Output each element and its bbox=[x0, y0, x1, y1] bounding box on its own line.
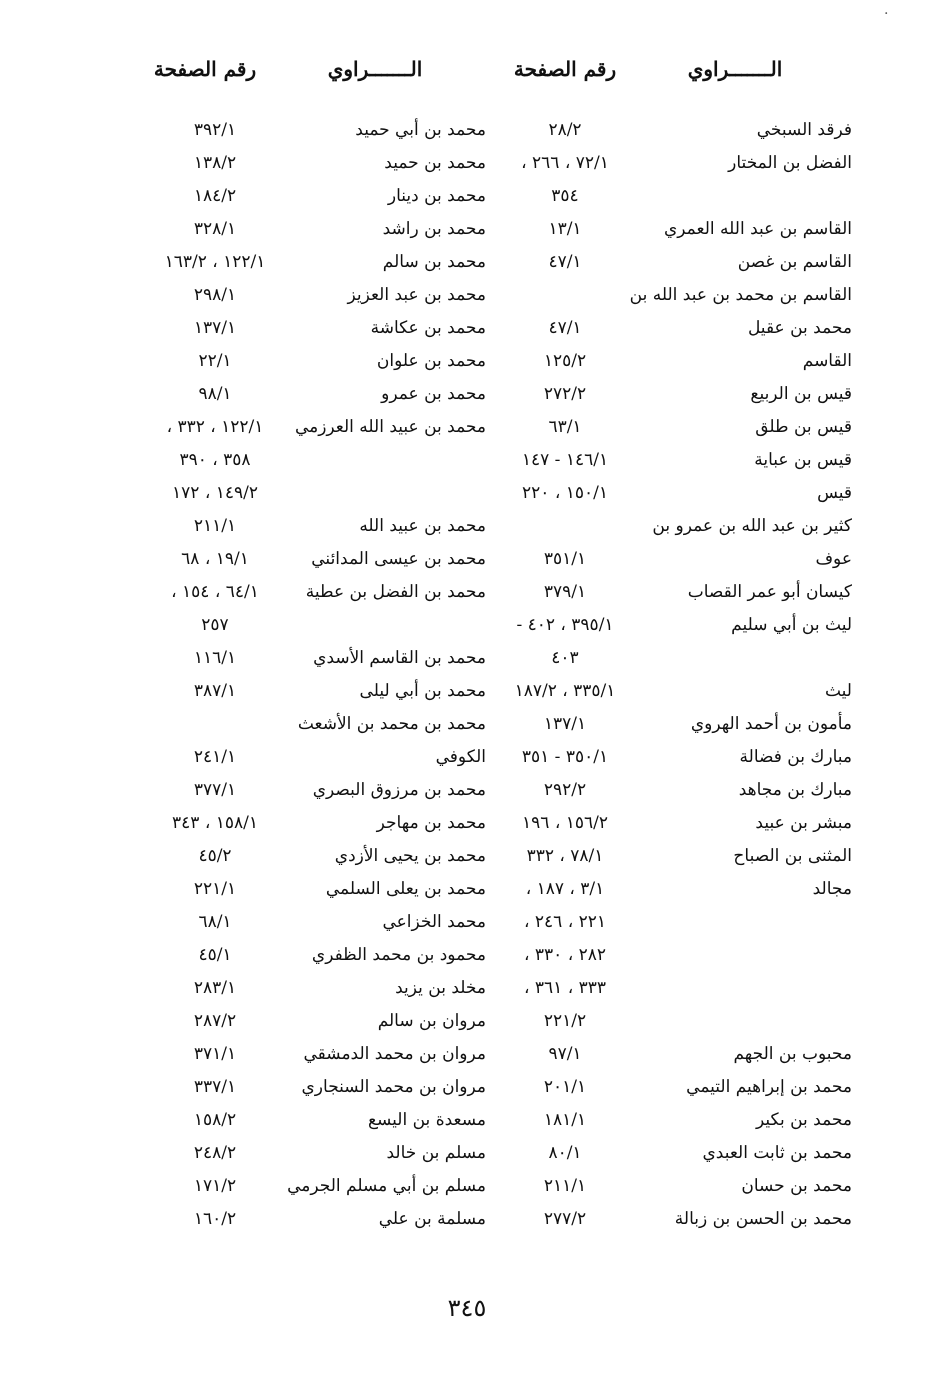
page-reference: ٣٣٥/١ ، ١٨٧/٢ bbox=[514, 681, 616, 701]
narrator-name: محمد بن الفضل بن عطية bbox=[305, 582, 486, 602]
page-reference: ١٥٨/٢ bbox=[193, 1110, 237, 1130]
narrator-name: محمد بن علوان bbox=[376, 351, 486, 371]
table-row bbox=[0, 345, 934, 378]
table-row bbox=[0, 510, 934, 543]
narrator-name: مبارك بن مجاهد bbox=[738, 780, 852, 800]
page-reference: ١٥٠/١ ، ٢٢٠ bbox=[522, 483, 608, 503]
narrator-name: محمد بن سالم bbox=[382, 252, 486, 272]
table-row bbox=[0, 840, 934, 873]
page-reference: ٢٢/١ bbox=[198, 351, 232, 371]
narrator-name: محمد بن يحيى الأزدي bbox=[334, 846, 486, 866]
table-row bbox=[0, 180, 934, 213]
narrator-name: قيس بن طلق bbox=[755, 417, 852, 437]
table-row bbox=[0, 741, 934, 774]
table-row bbox=[0, 1005, 934, 1038]
table-row bbox=[0, 279, 934, 312]
page-reference: ٣٧٧/١ bbox=[193, 780, 237, 800]
page-reference: ٢٢١ ، ٢٤٦ ، bbox=[524, 912, 606, 932]
narrator-name: الكوفي bbox=[435, 747, 486, 767]
header-page-col2: رقم الصفحة bbox=[153, 57, 257, 81]
narrator-name: محمد بن عقيل bbox=[747, 318, 852, 338]
page-reference: ٣٥٤ bbox=[551, 186, 579, 206]
table-row bbox=[0, 543, 934, 576]
table-row bbox=[0, 1038, 934, 1071]
narrator-name: محمد بن عمرو bbox=[381, 384, 486, 404]
page-reference: ١٤٦/١ - ١٤٧ bbox=[521, 450, 609, 470]
page-reference: ٦٣/١ bbox=[548, 417, 582, 437]
narrator-name: محمد بن دينار bbox=[387, 186, 486, 206]
page-reference: ٣٣٣ ، ٣٦١ ، bbox=[524, 978, 606, 998]
table-row bbox=[0, 114, 934, 147]
page-reference: ٣٥٠/١ - ٣٥١ bbox=[521, 747, 609, 767]
page-reference: ٢٢١/١ bbox=[193, 879, 237, 899]
narrator-name: محمد بن عكاشة bbox=[370, 318, 486, 338]
page-reference: ٢٨٧/٢ bbox=[193, 1011, 237, 1031]
table-row bbox=[0, 411, 934, 444]
narrator-name: مأمون بن أحمد الهروي bbox=[690, 714, 852, 734]
narrator-name: محمد بن عبد العزيز bbox=[347, 285, 486, 305]
page-reference: ٣٧١/١ bbox=[193, 1044, 237, 1064]
table-row bbox=[0, 1203, 934, 1236]
narrator-name: محمد بن مهاجر bbox=[376, 813, 486, 833]
narrator-name: فرقد السبخي bbox=[756, 120, 852, 140]
page-reference: ١٢٢/١ ، ٣٣٢ ، bbox=[166, 417, 264, 437]
page-reference: ٣٨٧/١ bbox=[193, 681, 237, 701]
page-reference: ٢١١/١ bbox=[543, 1176, 587, 1196]
narrator-name: مسلمة بن علي bbox=[378, 1209, 486, 1229]
page-number: ٣٤٥ bbox=[447, 1294, 487, 1322]
narrator-name: القاسم بن محمد بن عبد الله بن bbox=[629, 285, 852, 305]
narrator-name: محمد بن إبراهيم التيمي bbox=[686, 1077, 852, 1097]
narrator-name: القاسم bbox=[802, 351, 852, 371]
narrator-name: محمد بن ثابت العبدي bbox=[702, 1143, 852, 1163]
page-reference: ٧٨/١ ، ٣٣٢ bbox=[526, 846, 604, 866]
narrator-name: محمد بن أبي ليلى bbox=[359, 681, 486, 701]
table-row bbox=[0, 378, 934, 411]
page-reference: ١٥٨/١ ، ٣٤٣ bbox=[172, 813, 258, 833]
page-reference: ٢٠١/١ bbox=[543, 1077, 587, 1097]
narrator-name: محمد بن الحسن بن زبالة bbox=[674, 1209, 852, 1229]
page-reference: ١٢٥/٢ bbox=[543, 351, 587, 371]
page-reference: ٢٨/٢ bbox=[548, 120, 582, 140]
narrator-name: محمد بن بكير bbox=[756, 1110, 852, 1130]
narrator-name: محمد بن محمد بن الأشعث bbox=[297, 714, 486, 734]
page-reference: ١٥٦/٢ ، ١٩٦ bbox=[522, 813, 608, 833]
page-reference: ١٩/١ ، ٦٨ bbox=[181, 549, 249, 569]
page-reference: ٦٨/١ bbox=[198, 912, 232, 932]
narrator-name: محمد الخزاعي bbox=[382, 912, 486, 932]
margin-mark: . bbox=[884, 2, 889, 18]
page-reference: ١١٦/١ bbox=[193, 648, 237, 668]
narrator-name: المثنى بن الصباح bbox=[733, 846, 852, 866]
page-reference: ١٢٢/١ ، ١٦٣/٢ bbox=[164, 252, 266, 272]
page-reference: ١٣٧/١ bbox=[543, 714, 587, 734]
narrator-name: محمد بن عبيد الله العرزمي bbox=[294, 417, 486, 437]
table-row bbox=[0, 906, 934, 939]
table-row bbox=[0, 312, 934, 345]
table-row bbox=[0, 708, 934, 741]
narrator-name: ليث bbox=[824, 681, 852, 701]
narrator-name: مسعدة بن اليسع bbox=[367, 1110, 486, 1130]
page-reference: ٦٤/١ ، ١٥٤ ، bbox=[171, 582, 259, 602]
narrator-name: محمود بن محمد الظفري bbox=[311, 945, 486, 965]
narrator-name: مجالد bbox=[812, 879, 852, 899]
table-row bbox=[0, 576, 934, 609]
page-reference: ٩٨/١ bbox=[198, 384, 232, 404]
narrator-name: قيس bbox=[817, 483, 852, 503]
narrator-name: مروان بن محمد الدمشقي bbox=[303, 1044, 486, 1064]
narrator-name: القاسم بن عبد الله العمري bbox=[664, 219, 852, 239]
narrator-name: محمد بن حميد bbox=[384, 153, 486, 173]
narrator-index-table bbox=[0, 114, 934, 1236]
narrator-name: محمد بن القاسم الأسدي bbox=[313, 648, 486, 668]
page-reference: ٨٠/١ bbox=[548, 1143, 582, 1163]
page-reference: ١٧١/٢ bbox=[193, 1176, 237, 1196]
page-reference bbox=[110, 708, 320, 741]
page-reference: ٢٧٢/٢ bbox=[543, 384, 587, 404]
narrator-name: محبوب بن الجهم bbox=[733, 1044, 852, 1064]
table-row bbox=[0, 147, 934, 180]
narrator-name: محمد بن مرزوق البصري bbox=[312, 780, 486, 800]
table-row bbox=[0, 1137, 934, 1170]
narrator-name: مسلم بن أبي مسلم الجرمي bbox=[287, 1176, 486, 1196]
table-row bbox=[0, 444, 934, 477]
page-reference: ١٦٠/٢ bbox=[193, 1209, 237, 1229]
table-row bbox=[0, 675, 934, 708]
page-reference: ٣/١ ، ١٨٧ ، bbox=[525, 879, 605, 899]
table-row bbox=[0, 807, 934, 840]
narrator-name: محمد بن يعلى السلمي bbox=[325, 879, 486, 899]
page-reference: ١٣٨/٢ bbox=[193, 153, 237, 173]
page-reference bbox=[460, 279, 670, 312]
table-row bbox=[0, 1071, 934, 1104]
page-reference: ٤٥/٢ bbox=[198, 846, 232, 866]
page-reference: ٣٢٨/١ bbox=[193, 219, 237, 239]
page-reference: ١٣/١ bbox=[548, 219, 582, 239]
page-reference: ٣٩٥/١ ، ٤٠٢ - bbox=[516, 615, 614, 635]
narrator-name: محمد بن أبي حميد bbox=[355, 120, 486, 140]
page-reference: ٤٠٣ bbox=[551, 648, 579, 668]
table-row bbox=[0, 1170, 934, 1203]
page-reference: ٧٢/١ ، ٢٦٦ ، bbox=[521, 153, 609, 173]
narrator-name: عوف bbox=[815, 549, 852, 569]
page-reference: ٤٧/١ bbox=[548, 318, 582, 338]
narrator-name: ليث بن أبي سليم bbox=[731, 615, 852, 635]
narrator-name: محمد بن عيسى المدائني bbox=[311, 549, 486, 569]
narrator-name: مروان بن محمد السنجاري bbox=[301, 1077, 486, 1097]
narrator-name: كثير بن عبد الله بن عمرو بن bbox=[652, 516, 852, 536]
table-row bbox=[0, 873, 934, 906]
page-reference: ٣٥٨ ، ٣٩٠ bbox=[179, 450, 251, 470]
narrator-name: القاسم بن غصن bbox=[737, 252, 852, 272]
page-reference: ١٨٤/٢ bbox=[193, 186, 237, 206]
page-reference: ١٤٩/٢ ، ١٧٢ bbox=[172, 483, 258, 503]
table-row bbox=[0, 939, 934, 972]
page-reference: ٢٨٣/١ bbox=[193, 978, 237, 998]
page-reference: ٤٧/١ bbox=[548, 252, 582, 272]
page-reference: ٢٢١/٢ bbox=[543, 1011, 587, 1031]
table-row bbox=[0, 213, 934, 246]
table-row bbox=[0, 774, 934, 807]
page-reference: ٣٩٢/١ bbox=[193, 120, 237, 140]
table-row bbox=[0, 609, 934, 642]
narrator-name: محمد بن راشد bbox=[382, 219, 486, 239]
page-reference: ٢٩٨/١ bbox=[193, 285, 237, 305]
page-reference: ٢٤١/١ bbox=[193, 747, 237, 767]
header-narrator-col1: الـــــــراوي bbox=[687, 57, 783, 81]
narrator-name: كيسان أبو عمر القصاب bbox=[687, 582, 852, 602]
narrator-name: محمد بن عبيد الله bbox=[359, 516, 486, 536]
page-reference: ١٣٧/١ bbox=[193, 318, 237, 338]
narrator-name: مبشر بن عبيد bbox=[755, 813, 852, 833]
narrator-name: مبارك بن فضالة bbox=[739, 747, 852, 767]
narrator-name: مسلم بن خالد bbox=[386, 1143, 486, 1163]
narrator-name: محمد بن حسان bbox=[741, 1176, 852, 1196]
narrator-name: الفضل بن المختار bbox=[728, 153, 852, 173]
header-narrator-col2: الـــــــراوي bbox=[327, 57, 423, 81]
page-reference: ٣٧٩/١ bbox=[543, 582, 587, 602]
page-reference: ٢٥٧ bbox=[201, 615, 229, 635]
page-reference: ٩٧/١ bbox=[548, 1044, 582, 1064]
page-reference: ٢١١/١ bbox=[193, 516, 237, 536]
page-reference bbox=[460, 510, 670, 543]
table-row bbox=[0, 477, 934, 510]
page-reference: ٢٤٨/٢ bbox=[193, 1143, 237, 1163]
table-row bbox=[0, 642, 934, 675]
page-reference: ٣٥١/١ bbox=[543, 549, 587, 569]
page-reference: ٢٩٢/٢ bbox=[543, 780, 587, 800]
narrator-name: مروان بن سالم bbox=[377, 1011, 486, 1031]
header-page-col1: رقم الصفحة bbox=[513, 57, 617, 81]
table-row bbox=[0, 246, 934, 279]
table-row bbox=[0, 1104, 934, 1137]
page-reference: ٢٨٢ ، ٣٣٠ ، bbox=[524, 945, 606, 965]
page-reference: ٤٥/١ bbox=[198, 945, 232, 965]
page-reference: ٣٣٧/١ bbox=[193, 1077, 237, 1097]
page-reference: ٢٧٧/٢ bbox=[543, 1209, 587, 1229]
table-row bbox=[0, 972, 934, 1005]
narrator-name: قيس بن عباية bbox=[754, 450, 852, 470]
narrator-name: قيس بن الربيع bbox=[750, 384, 852, 404]
page-reference: ١٨١/١ bbox=[543, 1110, 587, 1130]
narrator-name: مخلد بن يزيد bbox=[395, 978, 486, 998]
